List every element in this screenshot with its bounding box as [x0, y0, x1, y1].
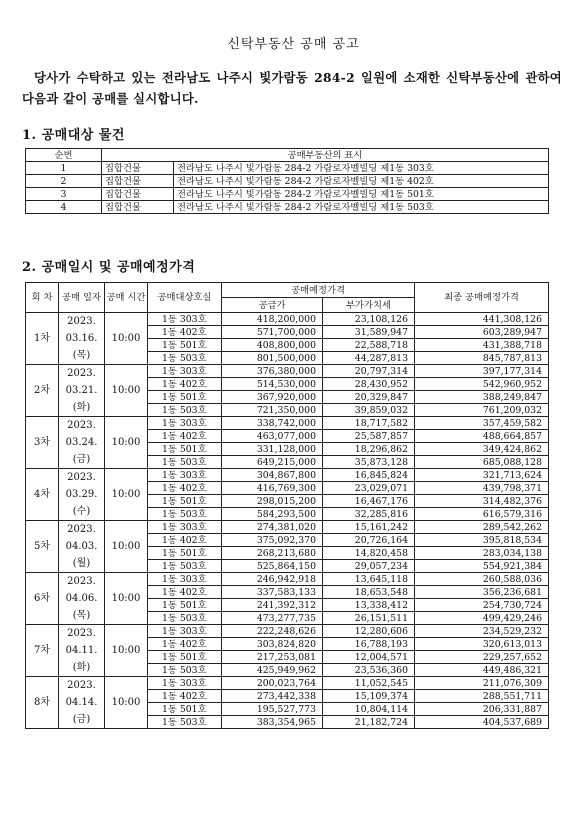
unit-label: 1동 303호	[148, 573, 222, 586]
supply-price: 425,949,962	[222, 664, 323, 677]
vat-amount: 18,717,582	[323, 417, 415, 430]
schedule-row	[26, 313, 549, 326]
supply-price: 337,583,133	[222, 586, 323, 599]
vat-amount: 23,029,071	[323, 482, 415, 495]
supply-price: 273,442,338	[222, 690, 323, 703]
auction-date-dow: (화)	[72, 402, 91, 413]
final-price: 349,424,862	[415, 443, 549, 456]
schedule-row	[26, 625, 549, 638]
auction-date-year: 2023.	[67, 316, 96, 327]
auction-date-md: 04.03.	[65, 541, 98, 552]
final-price: 289,542,262	[415, 521, 549, 534]
property-row	[26, 175, 549, 188]
final-price: 395,818,534	[415, 534, 549, 547]
intro-paragraph: 당사가 수탁하고 있는 전라남도 나주시 빛가람동 284-2 일원에 소재한 신탁부동산에 관하여 다음과 같이 공매를 실시합니다.	[22, 70, 562, 106]
vat-amount: 29,057,234	[323, 560, 415, 573]
auction-date	[59, 677, 105, 729]
unit-label: 1동 402호	[148, 638, 222, 651]
unit-label: 1동 402호	[148, 690, 222, 703]
vat-amount: 22,588,718	[323, 339, 415, 352]
final-price: 439,798,371	[415, 482, 549, 495]
vat-amount: 25,587,857	[323, 430, 415, 443]
property-table	[25, 148, 549, 214]
supply-price: 383,354,965	[222, 716, 323, 729]
property-no: 3	[26, 188, 102, 201]
auction-date	[59, 365, 105, 417]
supply-price: 463,077,000	[222, 430, 323, 443]
vat-amount: 16,467,176	[323, 495, 415, 508]
supply-price: 801,500,000	[222, 352, 323, 365]
auction-date-md: 03.24.	[65, 437, 98, 448]
auction-date-dow: (화)	[72, 662, 91, 673]
unit-label: 1동 503호	[148, 352, 222, 365]
supply-price: 416,769,300	[222, 482, 323, 495]
vat-amount: 39,859,032	[323, 404, 415, 417]
schedule-header-vat: 부가가치세	[323, 298, 415, 313]
auction-date-md: 03.21.	[65, 385, 98, 396]
final-price: 314,482,376	[415, 495, 549, 508]
vat-amount: 20,726,164	[323, 534, 415, 547]
unit-label: 1동 402호	[148, 534, 222, 547]
supply-price: 721,350,000	[222, 404, 323, 417]
auction-date	[59, 313, 105, 365]
supply-price: 200,023,764	[222, 677, 323, 690]
final-price: 431,388,718	[415, 339, 549, 352]
final-price: 288,551,711	[415, 690, 549, 703]
property-header-no: 순번	[26, 149, 102, 162]
auction-schedule-body	[26, 313, 549, 729]
round-label: 4차	[26, 469, 59, 521]
final-price: 234,529,232	[415, 625, 549, 638]
vat-amount: 16,845,824	[323, 469, 415, 482]
final-price: 356,236,681	[415, 586, 549, 599]
round-label: 5차	[26, 521, 59, 573]
final-price: 320,613,013	[415, 638, 549, 651]
unit-label: 1동 303호	[148, 625, 222, 638]
auction-date-md: 04.06.	[65, 593, 98, 604]
supply-price: 304,867,800	[222, 469, 323, 482]
unit-label: 1동 501호	[148, 339, 222, 352]
property-address: 전라남도 나주시 빛가람동 284-2 가람로자벨빌딩 제1동 303호	[174, 162, 549, 175]
vat-amount: 44,287,813	[323, 352, 415, 365]
final-price: 357,459,582	[415, 417, 549, 430]
property-row	[26, 201, 549, 214]
supply-price: 246,942,918	[222, 573, 323, 586]
final-price: 554,921,384	[415, 560, 549, 573]
final-price: 397,177,314	[415, 365, 549, 378]
final-price: 449,486,321	[415, 664, 549, 677]
auction-time: 10:00	[105, 625, 148, 677]
supply-price: 584,293,500	[222, 508, 323, 521]
schedule-header-price-group: 공매예정가격	[222, 283, 415, 298]
auction-date-dow: (목)	[72, 350, 91, 361]
unit-label: 1동 303호	[148, 417, 222, 430]
vat-amount: 13,338,412	[323, 599, 415, 612]
auction-time: 10:00	[105, 677, 148, 729]
final-price: 254,730,724	[415, 599, 549, 612]
auction-date-dow: (수)	[72, 506, 91, 517]
final-price: 441,308,126	[415, 313, 549, 326]
supply-price: 331,128,000	[222, 443, 323, 456]
auction-date	[59, 625, 105, 677]
supply-price: 525,864,150	[222, 560, 323, 573]
final-price: 845,787,813	[415, 352, 549, 365]
final-price: 321,713,624	[415, 469, 549, 482]
unit-label: 1동 503호	[148, 456, 222, 469]
final-price: 685,088,128	[415, 456, 549, 469]
auction-date-year: 2023.	[67, 576, 96, 587]
unit-label: 1동 501호	[148, 391, 222, 404]
supply-price: 649,215,000	[222, 456, 323, 469]
schedule-header-unit: 공매대상호실	[148, 283, 222, 313]
unit-label: 1동 501호	[148, 547, 222, 560]
final-price: 283,034,138	[415, 547, 549, 560]
unit-label: 1동 402호	[148, 482, 222, 495]
auction-date-year: 2023.	[67, 524, 96, 535]
property-no: 1	[26, 162, 102, 175]
final-price: 603,289,947	[415, 326, 549, 339]
round-label: 6차	[26, 573, 59, 625]
final-price: 260,588,036	[415, 573, 549, 586]
supply-price: 268,213,680	[222, 547, 323, 560]
auction-date	[59, 417, 105, 469]
final-price: 488,664,857	[415, 430, 549, 443]
auction-date-dow: (금)	[72, 714, 91, 725]
unit-label: 1동 501호	[148, 703, 222, 716]
supply-price: 222,248,626	[222, 625, 323, 638]
vat-amount: 13,645,118	[323, 573, 415, 586]
section2-heading: 2. 공매일시 및 공매예정가격	[22, 260, 196, 275]
property-no: 2	[26, 175, 102, 188]
final-price: 616,579,316	[415, 508, 549, 521]
auction-time: 10:00	[105, 521, 148, 573]
schedule-row	[26, 469, 549, 482]
supply-price: 274,381,020	[222, 521, 323, 534]
vat-amount: 23,536,360	[323, 664, 415, 677]
auction-time: 10:00	[105, 365, 148, 417]
auction-time: 10:00	[105, 573, 148, 625]
unit-label: 1동 503호	[148, 612, 222, 625]
vat-amount: 15,161,242	[323, 521, 415, 534]
unit-label: 1동 503호	[148, 560, 222, 573]
property-address: 전라남도 나주시 빛가람동 284-2 가람로자벨빌딩 제1동 402호	[174, 175, 549, 188]
supply-price: 298,015,200	[222, 495, 323, 508]
vat-amount: 18,296,862	[323, 443, 415, 456]
unit-label: 1동 402호	[148, 378, 222, 391]
supply-price: 195,527,773	[222, 703, 323, 716]
auction-date-year: 2023.	[67, 628, 96, 639]
auction-date	[59, 573, 105, 625]
auction-date-year: 2023.	[67, 472, 96, 483]
property-address: 전라남도 나주시 빛가람동 284-2 가람로자벨빌딩 제1동 503호	[174, 201, 549, 214]
property-type: 집합건물	[102, 162, 174, 175]
property-type: 집합건물	[102, 201, 174, 214]
supply-price: 367,920,000	[222, 391, 323, 404]
auction-date-year: 2023.	[67, 680, 96, 691]
supply-price: 473,277,735	[222, 612, 323, 625]
vat-amount: 15,109,374	[323, 690, 415, 703]
vat-amount: 11,052,545	[323, 677, 415, 690]
supply-price: 571,700,000	[222, 326, 323, 339]
round-label: 7차	[26, 625, 59, 677]
property-no: 4	[26, 201, 102, 214]
auction-date-md: 03.29.	[65, 489, 98, 500]
vat-amount: 20,797,314	[323, 365, 415, 378]
auction-time: 10:00	[105, 313, 148, 365]
schedule-header-date: 공매 일자	[59, 283, 105, 313]
supply-price: 408,800,000	[222, 339, 323, 352]
final-price: 761,209,032	[415, 404, 549, 417]
auction-date-md: 03.16.	[65, 333, 98, 344]
unit-label: 1동 501호	[148, 651, 222, 664]
round-label: 3차	[26, 417, 59, 469]
vat-amount: 18,653,548	[323, 586, 415, 599]
unit-label: 1동 501호	[148, 443, 222, 456]
auction-date	[59, 521, 105, 573]
supply-price: 514,530,000	[222, 378, 323, 391]
unit-label: 1동 402호	[148, 326, 222, 339]
page-title: 신탁부동산 공매 공고	[227, 37, 360, 52]
property-header-desc: 공매부동산의 표시	[102, 149, 549, 162]
auction-date-dow: (목)	[72, 610, 91, 621]
property-address: 전라남도 나주시 빛가람동 284-2 가람로자벨빌딩 제1동 501호	[174, 188, 549, 201]
supply-price: 303,824,820	[222, 638, 323, 651]
property-table-body	[26, 162, 549, 214]
final-price: 388,249,847	[415, 391, 549, 404]
final-price: 404,537,689	[415, 716, 549, 729]
final-price: 211,076,309	[415, 677, 549, 690]
supply-price: 418,200,000	[222, 313, 323, 326]
unit-label: 1동 303호	[148, 521, 222, 534]
unit-label: 1동 303호	[148, 677, 222, 690]
vat-amount: 32,285,816	[323, 508, 415, 521]
schedule-row	[26, 573, 549, 586]
auction-date-md: 04.11.	[65, 645, 98, 656]
final-price: 229,257,652	[415, 651, 549, 664]
supply-price: 338,742,000	[222, 417, 323, 430]
unit-label: 1동 503호	[148, 716, 222, 729]
unit-label: 1동 303호	[148, 469, 222, 482]
vat-amount: 12,280,606	[323, 625, 415, 638]
unit-label: 1동 503호	[148, 508, 222, 521]
property-type: 집합건물	[102, 188, 174, 201]
auction-date-year: 2023.	[67, 368, 96, 379]
auction-schedule-table	[25, 282, 549, 729]
unit-label: 1동 303호	[148, 313, 222, 326]
unit-label: 1동 501호	[148, 599, 222, 612]
vat-amount: 10,804,114	[323, 703, 415, 716]
final-price: 499,429,246	[415, 612, 549, 625]
unit-label: 1동 402호	[148, 430, 222, 443]
vat-amount: 26,151,511	[323, 612, 415, 625]
schedule-row	[26, 521, 549, 534]
auction-date-dow: (금)	[72, 454, 91, 465]
auction-date-dow: (월)	[72, 558, 91, 569]
vat-amount: 28,430,952	[323, 378, 415, 391]
auction-date-year: 2023.	[67, 420, 96, 431]
final-price: 206,331,887	[415, 703, 549, 716]
final-price: 542,960,952	[415, 378, 549, 391]
schedule-row	[26, 417, 549, 430]
schedule-header-supply: 공급가	[222, 298, 323, 313]
round-label: 8차	[26, 677, 59, 729]
auction-time: 10:00	[105, 417, 148, 469]
supply-price: 217,253,081	[222, 651, 323, 664]
schedule-row	[26, 677, 549, 690]
unit-label: 1동 402호	[148, 586, 222, 599]
property-row	[26, 188, 549, 201]
schedule-header-round: 회 차	[26, 283, 59, 313]
vat-amount: 16,788,193	[323, 638, 415, 651]
section1-heading: 1. 공매대상 물건	[22, 128, 125, 143]
vat-amount: 12,004,571	[323, 651, 415, 664]
unit-label: 1동 501호	[148, 495, 222, 508]
vat-amount: 23,108,126	[323, 313, 415, 326]
vat-amount: 35,873,128	[323, 456, 415, 469]
auction-date	[59, 469, 105, 521]
unit-label: 1동 503호	[148, 404, 222, 417]
round-label: 1차	[26, 313, 59, 365]
property-row	[26, 162, 549, 175]
supply-price: 241,392,312	[222, 599, 323, 612]
vat-amount: 20,329,847	[323, 391, 415, 404]
auction-date-md: 04.14.	[65, 697, 98, 708]
auction-time: 10:00	[105, 469, 148, 521]
vat-amount: 21,182,724	[323, 716, 415, 729]
schedule-header-final: 최종 공매예정가격	[415, 283, 549, 313]
vat-amount: 31,589,947	[323, 326, 415, 339]
vat-amount: 14,820,458	[323, 547, 415, 560]
unit-label: 1동 303호	[148, 365, 222, 378]
supply-price: 375,092,370	[222, 534, 323, 547]
round-label: 2차	[26, 365, 59, 417]
schedule-row	[26, 365, 549, 378]
schedule-header-time: 공매 시간	[105, 283, 148, 313]
property-type: 집합건물	[102, 175, 174, 188]
supply-price: 376,380,000	[222, 365, 323, 378]
unit-label: 1동 503호	[148, 664, 222, 677]
